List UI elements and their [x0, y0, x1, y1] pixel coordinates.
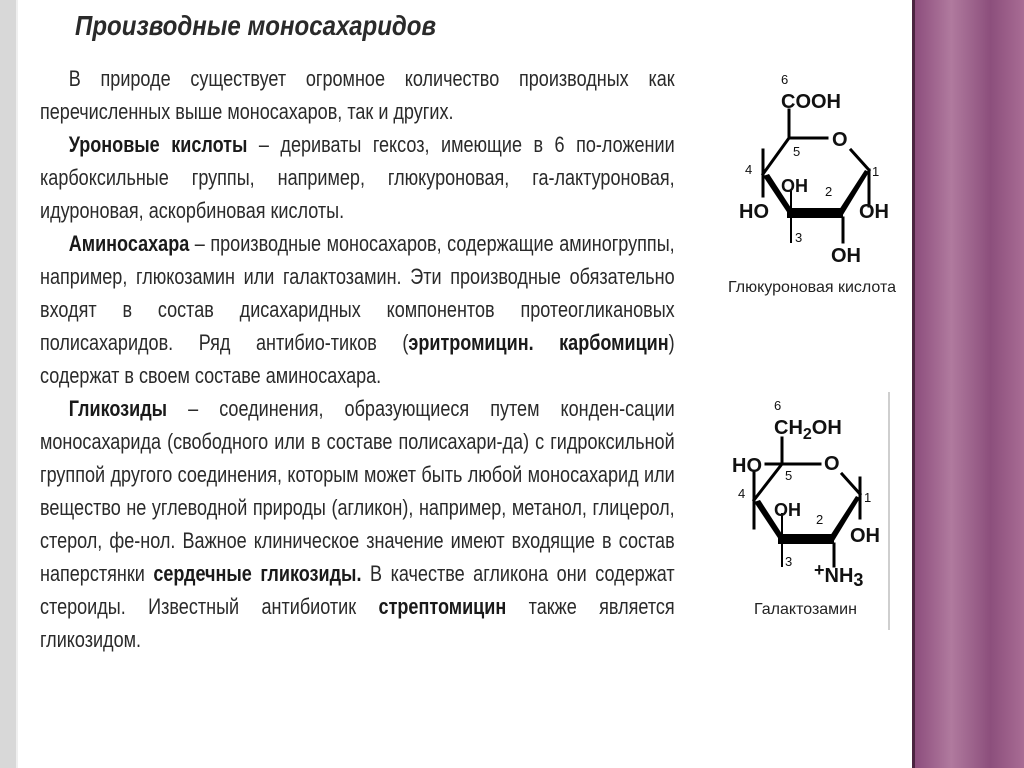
- svg-text:CH2OH: [774, 417, 842, 443]
- galactosamine-c2-label: 2: [816, 512, 824, 527]
- paragraph: [40, 128, 675, 227]
- bold-term: Аминосахара: [68, 231, 190, 256]
- paragraph: [40, 62, 675, 128]
- body-text: [40, 62, 675, 656]
- glucuronic-c4-label: 4: [745, 162, 753, 177]
- glucuronic-oh-right-label: OH: [859, 201, 889, 223]
- galactosamine-nh3-nh: NH: [824, 565, 854, 587]
- glucuronic-cooh-label: COOH: [781, 91, 841, 113]
- galactosamine-c4-label: 4: [738, 486, 746, 501]
- paragraph: [40, 392, 675, 656]
- paragraph-text: В качестве агликона они содержат стероиды. Известный антибиотик: [40, 561, 675, 619]
- paragraph-text: – дериваты гексоз, имеющие в 6 по-ложении карбоксильные группы, например, глюкуроновая, га-лактуроновая, идуроновая, аскорбиновая кислоты.: [40, 132, 675, 223]
- left-border: [0, 0, 16, 768]
- bold-term: сердечные гликозиды.: [153, 561, 362, 586]
- paragraph-text: ) содержат в своем составе аминосахара.: [40, 330, 675, 388]
- glucuronic-ho-left-label: HO: [739, 201, 769, 223]
- paragraph-text: также является гликозидом.: [40, 594, 675, 652]
- galactosamine-ring-o-label: O: [824, 453, 840, 475]
- galactosamine-ch2oh-oh: OH: [811, 417, 842, 439]
- decorative-side-band-edge: [912, 0, 915, 768]
- galactosamine-c6-label: 6: [774, 398, 782, 413]
- paragraph-text: – производные моносахаров, содержащие аминогруппы, например, глюкозамин или галактозамин. Эти производные обязательно входят в состав дисахаридных компонентов протеогликановых полисахаридов. Ряд антибио-тиков (: [40, 231, 675, 355]
- decorative-side-band: [912, 0, 1024, 768]
- galactosamine-nh3-sub: 3: [853, 570, 864, 590]
- galactosamine-caption: Галактозамин: [754, 601, 857, 618]
- galactosamine-c3-label: 3: [785, 554, 793, 569]
- galactosamine-ho-top-label: HO: [732, 455, 762, 477]
- bold-term: стрептомицин: [378, 594, 507, 619]
- left-border-inner: [16, 0, 18, 768]
- bold-term: эритромицин. карбомицин: [408, 330, 669, 355]
- glucuronic-c3-label: 3: [795, 230, 803, 245]
- paragraph: [40, 227, 675, 392]
- galactosamine-c5-label: 5: [785, 468, 793, 483]
- glucuronic-c1-label: 1: [872, 164, 880, 179]
- glucuronic-oh-bottom-label: OH: [831, 245, 861, 267]
- galactosamine-ch2oh-sub: 2: [802, 426, 812, 443]
- glucuronic-c6-label: 6: [781, 72, 789, 87]
- galactosamine-oh-inner-label: OH: [774, 500, 801, 520]
- glucuronic-acid-caption: Глюкуроновая кислота: [728, 279, 897, 296]
- glucuronic-c2-label: 2: [825, 184, 833, 199]
- glucuronic-acid-structure: [735, 66, 905, 271]
- galactosamine-oh-right-label: OH: [850, 525, 880, 547]
- glucuronic-ring-o-label: O: [832, 129, 848, 151]
- paragraph-text: – соединения, образующиеся путем конден-сации моносахарида (свободного или в составе полисахари-да) с гидроксильной группой другого соединения, которым может быть любой моносахарид или вещество не углеводной природы (агликон), например, метанол, глицерол, стерол, фе-нол. Важное клиническое значение имеют входящие в состав наперстянки: [40, 396, 675, 586]
- galactosamine-structure: [730, 394, 890, 594]
- galactosamine-c1-label: 1: [864, 490, 872, 505]
- glucuronic-oh-inner-label: OH: [781, 176, 808, 196]
- galactosamine-ch2oh-ch: CH: [774, 417, 803, 439]
- glucuronic-c5-label: 5: [793, 144, 801, 159]
- galactosamine-plus-label: +: [814, 560, 825, 580]
- bold-term: Уроновые кислоты: [68, 132, 248, 157]
- page-title: Производные моносахаридов: [75, 10, 437, 41]
- paragraph-text: В природе существует огромное количество производных как перечисленных выше моносахаров, так и других.: [40, 66, 675, 124]
- bold-term: Гликозиды: [68, 396, 168, 421]
- svg-text:+NH3: [814, 560, 863, 590]
